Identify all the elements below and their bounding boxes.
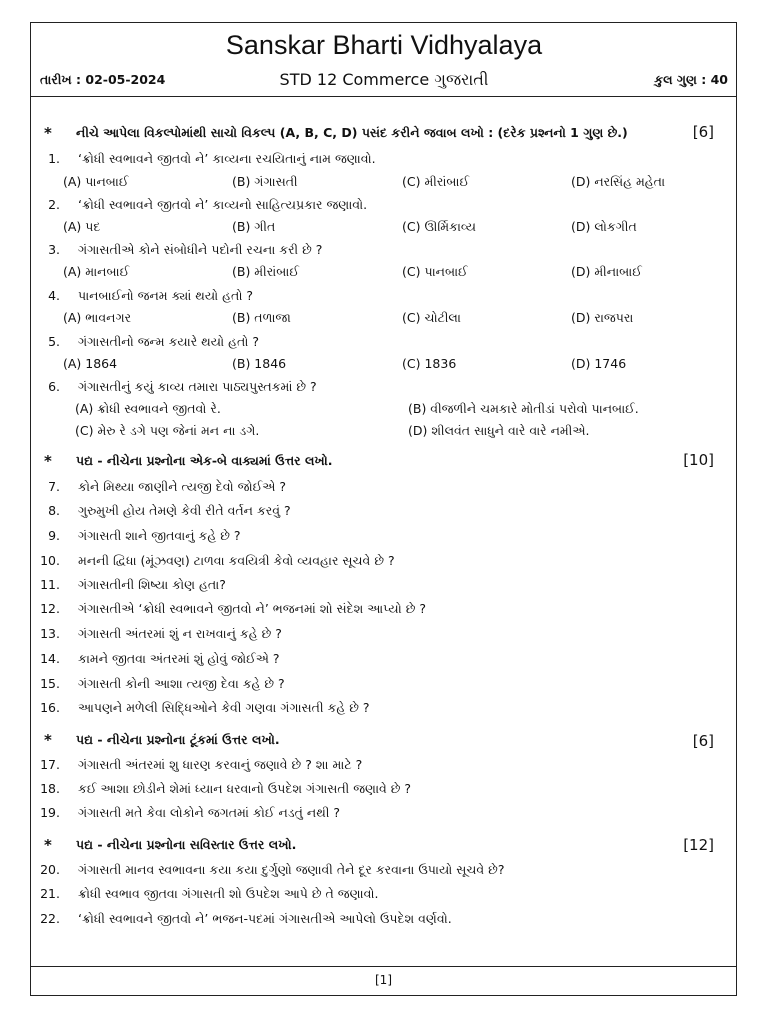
question-text: ગંગાસતીએ કોને સંબોધીને પદોની રચના કરી છે ? <box>78 242 323 257</box>
question <box>38 379 728 399</box>
question-text: ક્રોધી સ્વભાવ જીતવા ગંગાસતી શો ઉપદેશ આપે છે તે જણાવો. <box>78 886 379 901</box>
header-meta <box>40 70 728 92</box>
page-footer <box>30 967 737 996</box>
question-text: કઈ આશા છોડીને શેમાં ધ્યાન ધરવાનો ઉપદેશ ગંગાસતી જણાવે છે ? <box>78 781 412 796</box>
question-text: ગંગાસતી શાને જીતવાનું કહે છે ? <box>78 528 241 543</box>
question-number: 16. <box>40 700 60 715</box>
option-a: (A) માનબાઈ <box>63 264 130 279</box>
section-marks: [12] <box>683 836 714 854</box>
question-text: ગંગાસતી અંતરમાં શુ ધારણ કરવાનું જણાવે છે ? શા માટે ? <box>78 757 363 772</box>
question <box>38 151 728 171</box>
option-d: (D) નરસિંહ મહેતા <box>571 174 666 189</box>
option-a: (A) ક્રોધી સ્વભાવને જીતવો રે. <box>75 401 221 416</box>
question-text: આપણને મળેલી સિદ્ધિઓને કેવી ગણવા ગંગાસતી કહે છે ? <box>78 700 370 715</box>
question-text: ગંગાસતીનું કયું કાવ્ય તમારા પાઠ્યપુસ્તકમાં છે ? <box>78 379 317 394</box>
question-text: ગંગાસતીએ ‘ક્રોધી સ્વભાવને જીતવો ને’ ભજનમાં શો સંદેશ આપ્યો છે ? <box>78 601 426 616</box>
question <box>38 601 728 621</box>
question-number: 14. <box>40 651 60 666</box>
question-text: ગંગાસતી અંતરમાં શું ન રાખવાનું કહે છે ? <box>78 626 282 641</box>
option-d: (D) રાજપરા <box>571 310 634 325</box>
question-number: 1. <box>48 151 60 166</box>
question <box>38 503 728 523</box>
bullet-star-icon: * <box>44 124 52 142</box>
question <box>38 911 728 931</box>
question-number: 8. <box>48 503 60 518</box>
question-text: કામને જીતવા અંતરમાં શું હોવું જોઈએ ? <box>78 651 280 666</box>
question <box>38 676 728 696</box>
section-marks: [10] <box>683 451 714 469</box>
bullet-star-icon: * <box>44 452 52 470</box>
option-c: (C) 1836 <box>402 356 457 371</box>
question-number: 22. <box>40 911 60 926</box>
header-divider <box>30 96 737 97</box>
question-text: પાનબાઈનો જનમ ક્યાં થયો હતો ? <box>78 288 254 303</box>
option-d: (D) મીનાબાઈ <box>571 264 642 279</box>
question-text: ગંગાસતી કોની આશા ત્યજી દેવા કહે છે ? <box>78 676 285 691</box>
standard-subject: STD 12 Commerce ગુજરાતી <box>279 70 489 89</box>
options-row <box>63 310 728 330</box>
question-text: ગંગાસતીનો જન્મ કયારે થયો હતો ? <box>78 334 259 349</box>
question <box>38 757 728 777</box>
options-row <box>63 356 728 376</box>
question-number: 10. <box>40 553 60 568</box>
question-number: 6. <box>48 379 60 394</box>
question-text: ગંગાસતી માનવ સ્વભાવના કયા કયા દુર્ગુણો જણાવી તેને દૂર કરવાના ઉપાયો સૂચવે છે? <box>78 862 505 877</box>
bullet-star-icon: * <box>44 731 52 749</box>
question-number: 21. <box>40 886 60 901</box>
option-a: (A) પાનબાઈ <box>63 174 129 189</box>
option-b: (B) વીજળીને ચમકારે મોતીડાં પરોવો પાનબાઈ. <box>408 401 639 416</box>
option-c: (C) મેરુ રે ડગે પણ જેનાં મન ના ડગે. <box>75 423 260 438</box>
page-number: [1] <box>375 973 392 987</box>
question <box>38 626 728 646</box>
option-a: (A) 1864 <box>63 356 118 371</box>
section-marks: [6] <box>692 732 714 750</box>
question-number: 15. <box>40 676 60 691</box>
question-number: 9. <box>48 528 60 543</box>
option-c: (C) ઊર્મિકાવ્ય <box>402 219 476 234</box>
option-c: (C) મીરાંબાઈ <box>402 174 470 189</box>
question-number: 11. <box>40 577 60 592</box>
question <box>38 886 728 906</box>
option-b: (B) મીરાંબાઈ <box>232 264 299 279</box>
question <box>38 577 728 597</box>
question <box>38 288 728 308</box>
question-text: કોને મિથ્યા જાણીને ત્યજી દેવો જોઈએ ? <box>78 479 287 494</box>
option-a: (A) ભાવનગર <box>63 310 132 325</box>
option-b: (B) 1846 <box>232 356 287 371</box>
question <box>38 528 728 548</box>
question <box>38 197 728 217</box>
school-name: Sanskar Bharti Vidhyalaya <box>225 30 543 60</box>
total-marks: કુલ ગુણ : 40 <box>654 72 728 87</box>
question-text: ગંગાસતી મતે કેવા લોકોને જગતમાં કોઈ નડતું નથી ? <box>78 805 341 820</box>
question <box>38 700 728 720</box>
option-d: (D) લોકગીત <box>571 219 637 234</box>
section-title: પદ્ય - નીચેના પ્રશ્નોના એક-બે વાક્યમાં ઉત્તર લખો. <box>76 453 333 468</box>
options-row <box>63 219 728 239</box>
options-row <box>63 264 728 284</box>
section-title: પદ્ય - નીચેના પ્રશ્નોના સવિસ્તાર ઉત્તર લખો. <box>76 837 297 852</box>
question <box>38 781 728 801</box>
question-number: 18. <box>40 781 60 796</box>
section-marks: [6] <box>692 123 714 141</box>
question <box>38 479 728 499</box>
option-b: (B) તળાજા <box>232 310 291 325</box>
option-d: (D) 1746 <box>571 356 627 371</box>
question-text: મનની દ્વિધા (મૂંઝવણ) ટાળવા કવયિત્રી કેવો વ્યવહાર સૂચવે છે ? <box>78 553 395 568</box>
question <box>38 334 728 354</box>
question-number: 3. <box>48 242 60 257</box>
option-b: (B) ગંગાસતી <box>232 174 298 189</box>
section-heading <box>40 731 728 753</box>
question-number: 7. <box>48 479 60 494</box>
options-row <box>63 174 728 194</box>
option-c: (C) ચોટીલા <box>402 310 461 325</box>
question-number: 17. <box>40 757 60 772</box>
question-text: ‘ક્રોધી સ્વભાવને જીતવો ને’ કાવ્યનો સાહિત્યપ્રકાર જણાવો. <box>78 197 368 212</box>
question-text: ગંગાસતીની શિષ્યા કોણ હતા? <box>78 577 226 592</box>
option-d: (D) શીલવંત સાધુને વારે વારે નમીએ. <box>408 423 590 438</box>
section-title: પદ્ય - નીચેના પ્રશ્નોના ટૂંકમાં ઉત્તર લખો. <box>76 732 280 747</box>
question-number: 13. <box>40 626 60 641</box>
question-text: ‘ક્રોધી સ્વભાવને જીતવો ને’ ભજન-પદમાં ગંગાસતીએ આપેલો ઉપદેશ વર્ણવો. <box>78 911 452 926</box>
exam-date: તારીખ : 02-05-2024 <box>40 72 166 87</box>
question-text: ‘ક્રોધી સ્વભાવને જીતવો ને’ કાવ્યના રચયિતાનું નામ જણાવો. <box>78 151 376 166</box>
options-row <box>63 423 728 443</box>
question <box>38 651 728 671</box>
question <box>38 242 728 262</box>
section-title: નીચે આપેલા વિકલ્પોમાંથી સાચો વિકલ્પ (A, B, C, D) પસંદ કરીને જવાબ લખો : (દરેક પ્રશ્નનો 1 ગુણ છે.) <box>76 125 628 140</box>
question-text: ગુરુમુખી હોય તેમણે કેવી રીતે વર્તન કરવું ? <box>78 503 291 518</box>
question-number: 5. <box>48 334 60 349</box>
options-row <box>63 401 728 421</box>
section-heading <box>40 836 728 858</box>
question <box>38 862 728 882</box>
bullet-star-icon: * <box>44 836 52 854</box>
question-number: 19. <box>40 805 60 820</box>
option-b: (B) ગીત <box>232 219 276 234</box>
question <box>38 805 728 825</box>
question-number: 12. <box>40 601 60 616</box>
question-number: 4. <box>48 288 60 303</box>
section-heading <box>40 124 728 146</box>
question <box>38 553 728 573</box>
option-a: (A) પદ <box>63 219 101 234</box>
option-c: (C) પાનબાઈ <box>402 264 468 279</box>
section-heading <box>40 452 728 474</box>
question-number: 2. <box>48 197 60 212</box>
question-number: 20. <box>40 862 60 877</box>
